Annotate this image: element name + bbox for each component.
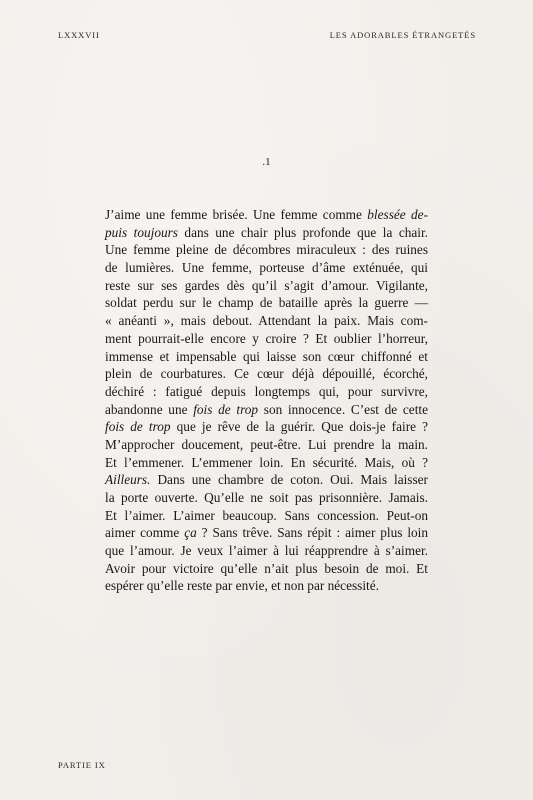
text-run: Dans une chambre de coton. Oui. Mais laisser — [150, 472, 428, 488]
text-line — [105, 259, 428, 277]
text-run: ? Sans trêve. Sans répit : aimer plus loin — [196, 525, 429, 541]
page-number: LXXXVII — [58, 30, 100, 40]
text-line — [105, 348, 428, 366]
text-line — [105, 418, 428, 436]
text-line — [105, 471, 428, 489]
text-run: la porte ouverte. Qu’elle ne soit pas prisonnière. Jamais. — [105, 490, 428, 505]
text-run: de lumières. Une femme, porteuse d’âme exténuée, qui — [105, 260, 428, 276]
text-run: son innocence. C’est de cette — [258, 401, 428, 417]
text-line — [105, 507, 428, 525]
text-line — [105, 312, 428, 330]
text-run: immense et impensable qui laisse son cœur chiffonné et — [105, 348, 428, 364]
italic-text: ça — [184, 525, 197, 541]
text-line — [105, 277, 428, 295]
text-run: plein de courbatures. Ce cœur déjà dépouillé, écorché, — [105, 366, 428, 382]
text-run: dans une chair plus profonde que la chair. — [177, 224, 428, 240]
text-run: Avoir pour victoire qu’elle n’ait plus besoin de moi. Et — [105, 560, 428, 576]
text-line — [105, 241, 428, 259]
italic-text: fois de trop — [193, 401, 259, 417]
italic-text: blessée de- — [367, 207, 429, 222]
text-line — [105, 454, 428, 472]
text-run: Et l’emmener. L’emmener loin. En sécurité. Mais, où ? — [105, 454, 428, 470]
text-run: soldat perdu sur le champ de bataille après la guerre — — [105, 295, 428, 311]
text-run: reste sur ses gardes dès qu’il s’agit d’amour. Vigilante, — [105, 277, 428, 293]
text-line — [105, 206, 428, 224]
text-run: Une femme pleine de décombres miraculeux : des ruines — [105, 242, 428, 258]
part-label: PARTIE IX — [58, 760, 106, 770]
text-run: Et l’aimer. L’aimer beaucoup. Sans concession. Peut-on — [105, 507, 428, 523]
text-line — [105, 330, 428, 348]
text-run: M’approcher doucement, peut-être. Lui prendre la main. — [105, 436, 428, 452]
text-line — [105, 224, 428, 242]
text-run: que l’amour. Je veux l’aimer à lui réapprendre à s’aimer. — [105, 543, 428, 559]
text-run: abandonne une — [105, 401, 194, 417]
text-run: J’aime une femme brisée. Une femme comme — [105, 207, 368, 222]
body-paragraph — [105, 206, 428, 595]
italic-text: Ailleurs. — [105, 472, 151, 488]
text-line — [105, 401, 428, 419]
text-run: « anéanti », mais debout. Attendant la paix. Mais com- — [105, 313, 428, 329]
text-line — [105, 383, 428, 401]
book-title: LES ADORABLES ÉTRANGETÉS — [329, 30, 476, 40]
text-line — [105, 577, 428, 595]
text-run: aimer comme — [105, 525, 185, 541]
text-line — [105, 436, 428, 454]
text-line — [105, 294, 428, 312]
text-run: déchiré : fatigué depuis longtemps qui, pour survivre, — [105, 383, 428, 399]
text-run: ment pourrait-elle encore y croire ? Et oublier l’horreur, — [105, 330, 428, 346]
italic-text: fois de trop — [105, 419, 171, 435]
section-number: .1 — [262, 156, 271, 168]
text-line — [105, 365, 428, 383]
text-line — [105, 489, 428, 507]
text-run: espérer qu’elle reste par envie, et non par nécessité. — [105, 578, 379, 594]
italic-text: puis toujours — [105, 224, 178, 240]
text-line — [105, 560, 428, 578]
text-line — [105, 524, 428, 542]
text-run: que je rêve de la guérir. Que dois-je faire ? — [170, 419, 428, 435]
text-line — [105, 542, 428, 560]
